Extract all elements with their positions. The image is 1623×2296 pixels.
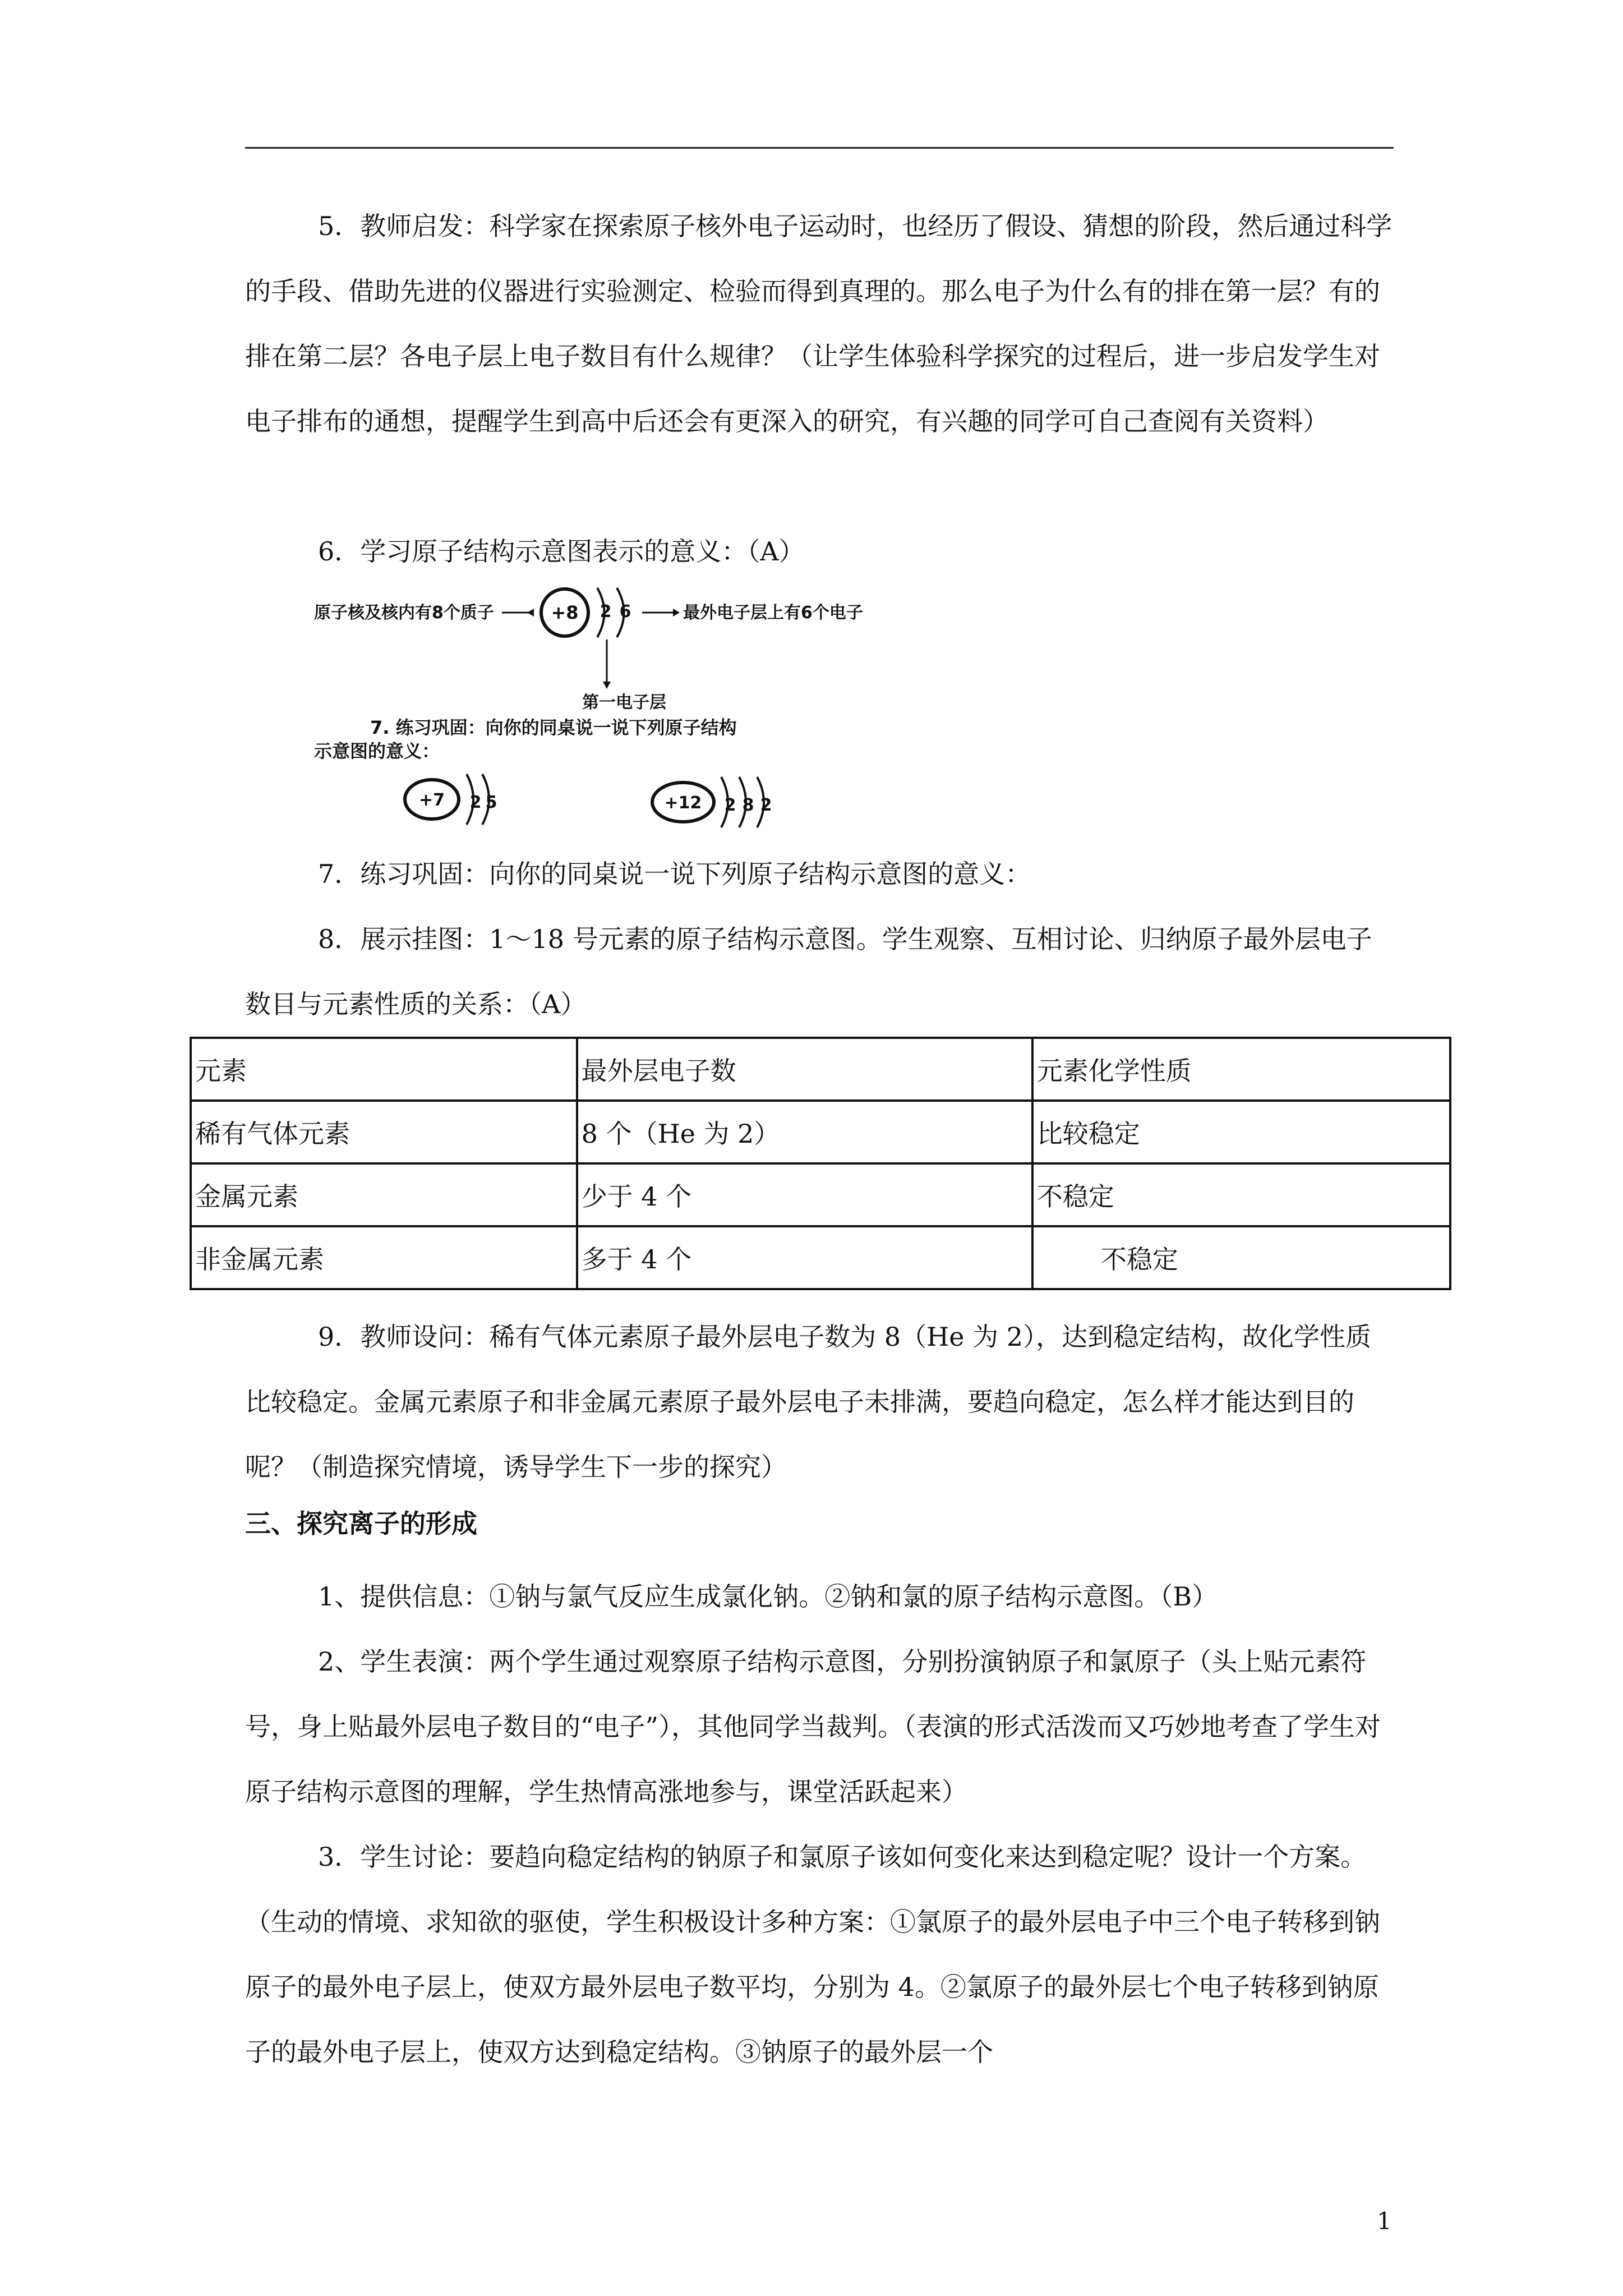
down-arrowhead (603, 682, 611, 689)
atom-a-shell-2: 5 (485, 793, 497, 812)
shell-2-count: 6 (619, 602, 631, 622)
table-header-cell: 最外层电子数 (577, 1038, 1032, 1101)
table-header-cell: 元素化学性质 (1032, 1038, 1450, 1101)
table-row (191, 1101, 1450, 1163)
table-cell: 金属元素 (191, 1163, 577, 1226)
table-row (191, 1226, 1450, 1289)
nucleus-charge: +8 (551, 602, 579, 623)
atom-structure-figure (314, 583, 1021, 849)
practice-line-1: 7. 练习巩固：向你的同桌说一说下列原子结构 (370, 717, 737, 738)
atom-b-shell-2: 8 (742, 795, 754, 815)
element-properties-table (190, 1037, 1451, 1290)
paragraph-8: 8．展示挂图：1～18 号元素的原子结构示意图。学生观察、互相讨论、归纳原子最外层电子数目与元素性质的关系：（A） (245, 924, 1372, 1019)
section3-item-1: 1、提供信息：①钠与氯气反应生成氯化钠。②钠和氯的原子结构示意图。（B） (318, 1581, 1218, 1612)
practice-line-2: 示意图的意义： (314, 740, 440, 762)
right-arrowhead (673, 609, 680, 616)
header-rule (245, 147, 1394, 149)
figure-left-label: 原子核及核内有8个质子 (314, 603, 494, 623)
atom-a-shell-1: 2 (469, 793, 482, 812)
atom-b-nucleus: +12 (664, 793, 702, 813)
page-number: 1 (1377, 2207, 1392, 2235)
atom-b-shell-3: 2 (760, 795, 772, 815)
section-heading-3: 三、探究离子的形成 (245, 1508, 477, 1539)
atom-a-nucleus: +7 (418, 790, 445, 810)
figure-bottom-label: 第一电子层 (582, 693, 666, 712)
paragraph-6: 6．学习原子结构示意图表示的意义：（A） (318, 536, 805, 567)
left-arrowhead (527, 609, 534, 616)
table-cell: 8 个（He 为 2） (577, 1101, 1032, 1163)
section3-item-3: 3．学生讨论：要趋向稳定结构的钠原子和氯原子该如何变化来达到稳定呢？设计一个方案。（生动的情境、求知欲的驱使，学生积极设计多种方案：①氯原子的最外层电子中三个电子转移到钠原子的最外电子层上，使双方最外层电子数平均，分别为 4。②氯原子的最外层七个电子转移到钠原子的最外电子层上，使双方达到稳定结构。③钠原子的最外层一个 (245, 1842, 1380, 2067)
table-cell: 少于 4 个 (577, 1163, 1032, 1226)
table-cell: 非金属元素 (191, 1226, 577, 1289)
table-cell: 多于 4 个 (577, 1226, 1032, 1289)
paragraph-9: 9．教师设问：稀有气体元素原子最外层电子数为 8（He 为 2），达到稳定结构，故化学性质比较稳定。金属元素原子和非金属元素原子最外层电子未排满，要趋向稳定，怎么样才能达到目的呢？（制造探究情境，诱导学生下一步的探究） (245, 1322, 1372, 1482)
table-cell: 稀有气体元素 (191, 1101, 577, 1163)
figure-right-label: 最外电子层上有6个电子 (683, 603, 863, 623)
table-cell: 不稳定 (1032, 1163, 1450, 1226)
paragraph-5: 5．教师启发：科学家在探索原子核外电子运动时，也经历了假设、猜想的阶段，然后通过科学的手段、借助先进的仪器进行实验测定、检验而得到真理的。那么电子为什么有的排在第一层？有的排在第二层？各电子层上电子数目有什么规律？（让学生体验科学探究的过程后，进一步启发学生对电子排布的通想，提醒学生到高中后还会有更深入的研究，有兴趣的同学可自己查阅有关资料） (245, 211, 1393, 436)
paragraph-7: 7．练习巩固：向你的同桌说一说下列原子结构示意图的意义： (318, 859, 1031, 889)
table-header-row (191, 1038, 1450, 1101)
section3-item-2: 2、学生表演：两个学生通过观察原子结构示意图，分别扮演钠原子和氯原子（头上贴元素符号，身上贴最外层电子数目的“电子”），其他同学当裁判。（表演的形式活泼而又巧妙地考查了学生对原子结构示意图的理解，学生热情高涨地参与，课堂活跃起来） (245, 1646, 1381, 1807)
shell-1-count: 2 (600, 602, 612, 622)
table-row (191, 1163, 1450, 1226)
table-header-cell: 元素 (191, 1038, 577, 1101)
table-cell: 不稳定 (1032, 1226, 1450, 1289)
table-cell: 比较稳定 (1032, 1101, 1450, 1163)
atom-b-shell-1: 2 (724, 795, 736, 815)
